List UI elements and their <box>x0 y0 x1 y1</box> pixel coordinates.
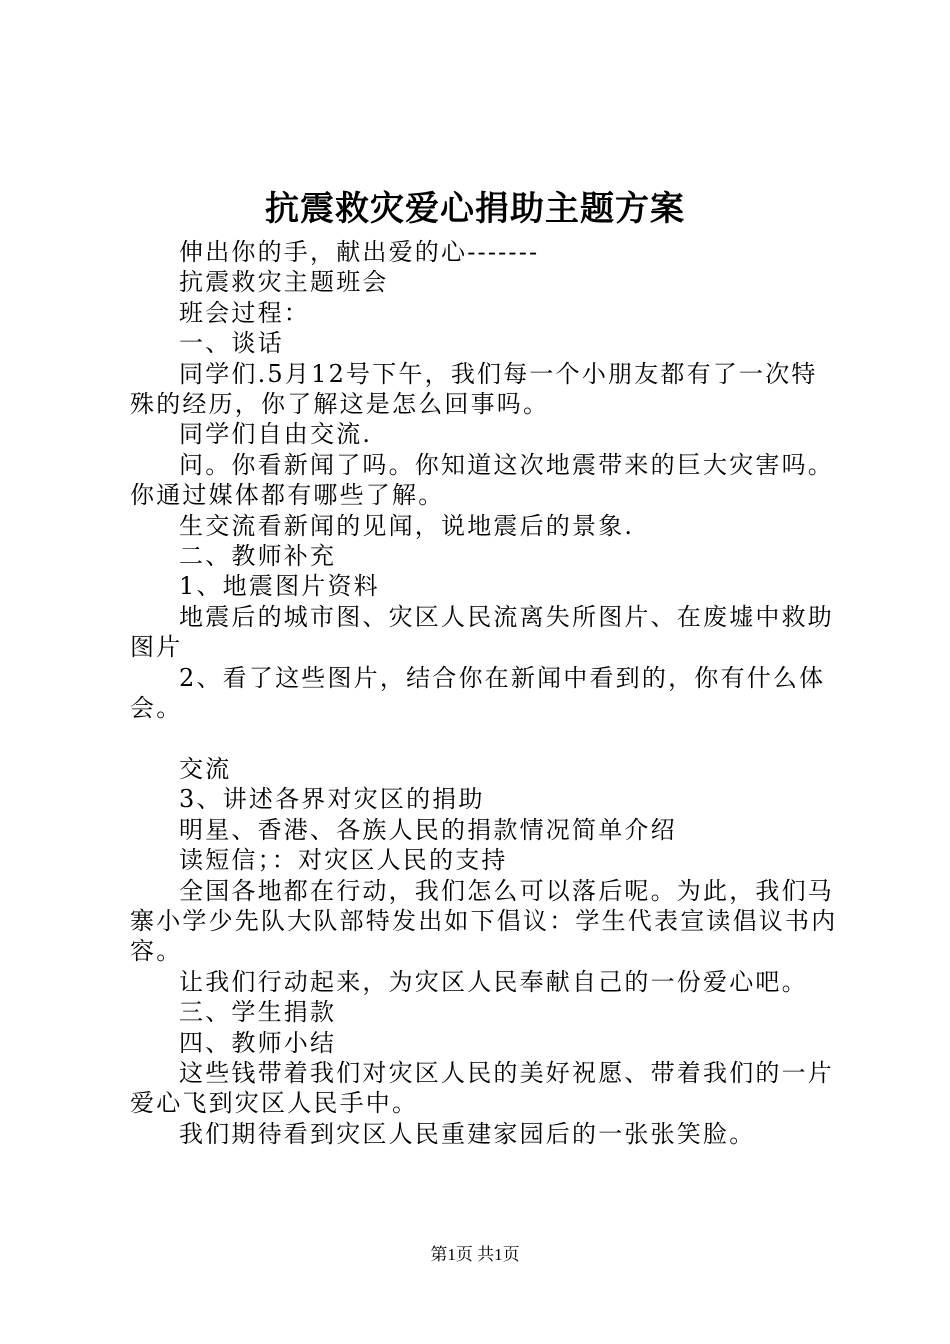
blank-line <box>130 724 842 754</box>
paragraph: 明星、香港、各族人民的捐款情况简单介绍 <box>179 815 677 844</box>
paragraph: 同学们.5月12号下午，我们每一个小朋友都有了一次特殊的经历，你了解这是怎么回事吗。 <box>130 359 818 419</box>
section-heading: 三、学生捐款 <box>179 998 337 1027</box>
paragraph: 班会过程： <box>179 298 310 327</box>
paragraph: 我们期待看到灾区人民重建家园后的一张张笑脸。 <box>179 1119 756 1148</box>
document-body <box>130 237 842 1149</box>
section-heading: 二、教师补充 <box>179 542 337 571</box>
paragraph: 交流 <box>179 754 232 783</box>
paragraph: 全国各地都在行动，我们怎么可以落后呢。为此，我们马寨小学少先队大队部特发出如下倡议：学生代表宣读倡议书内容。 <box>130 876 838 966</box>
section-heading: 四、教师小结 <box>179 1028 337 1057</box>
paragraph: 2、看了这些图片，结合你在新闻中看到的，你有什么体会。 <box>130 663 826 723</box>
document-title: 抗震救灾爱心捐助主题方案 <box>265 189 685 229</box>
paragraph: 这些钱带着我们对灾区人民的美好祝愿、带着我们的一片爱心飞到灾区人民手中。 <box>130 1058 834 1118</box>
paragraph: 同学们自由交流. <box>179 420 373 449</box>
paragraph: 问。你看新闻了吗。你知道这次地震带来的巨大灾害吗。你通过媒体都有哪些了解。 <box>130 450 834 510</box>
paragraph: 让我们行动起来，为灾区人民奉献自己的一份爱心吧。 <box>179 967 808 996</box>
section-heading: 一、谈话 <box>179 329 284 358</box>
paragraph: 伸出你的手，献出爱的心------- <box>179 238 540 266</box>
paragraph: 生交流看新闻的见闻，说地震后的景象. <box>179 511 635 540</box>
paragraph: 1、地震图片资料 <box>179 572 380 601</box>
page-number-footer: 第1页 共1页 <box>430 1245 520 1264</box>
paragraph: 读短信；：对灾区人民的支持 <box>179 846 508 875</box>
paragraph: 地震后的城市图、灾区人民流离失所图片、在废墟中救助图片 <box>130 602 834 662</box>
paragraph: 抗震救灾主题班会 <box>179 268 389 297</box>
paragraph: 3、讲述各界对灾区的捐助 <box>179 785 485 814</box>
